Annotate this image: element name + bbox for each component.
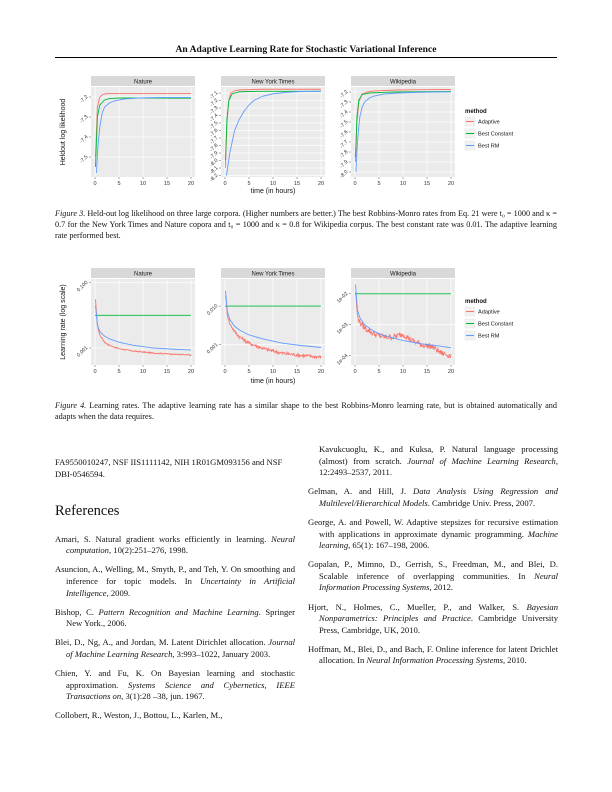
reference-details: , 2009.: [106, 587, 131, 598]
panel-title: Nature: [133, 79, 153, 86]
x-tick-label: 10: [139, 369, 147, 375]
y-tick-label: 1e-02: [335, 290, 350, 305]
reference-venue: Neural computation: [66, 533, 295, 556]
reference-item: [308, 444, 558, 479]
legend-entry: Best RM: [478, 333, 500, 340]
running-title: An Adaptive Learning Rate for Stochastic Variational Inference: [175, 44, 437, 55]
figure-4-chart: [55, 264, 557, 388]
y-tick-label: -7.2: [338, 89, 350, 100]
figure-3-chart: [55, 70, 557, 198]
reference-text: Gopalan, P., Mimno, D., Gerrish, S., Freedman, M., and Blei, D. Scalable inference of overlapping communities. In: [308, 559, 558, 581]
x-tick-label: 0: [353, 369, 357, 375]
reference-venue: Pattern Recognition and Machine Learning: [98, 606, 259, 617]
x-tick-label: 5: [117, 369, 121, 375]
reference-item: [308, 602, 558, 637]
reference-venue: Neural Information Processing Systems: [319, 570, 558, 593]
panel-title: Wikipedia: [389, 79, 417, 86]
y-tick-label: -7.1: [208, 90, 220, 101]
y-tick-label: -7.8: [338, 149, 350, 160]
references-heading: References: [55, 503, 120, 520]
x-tick-label: 0: [93, 369, 97, 375]
reference-item: [55, 668, 295, 703]
reference-item: [308, 486, 558, 509]
x-tick-label: 0: [223, 181, 227, 187]
y-axis-title: Learning rate (log scale): [60, 284, 67, 360]
x-tick-label: 5: [377, 369, 381, 375]
x-axis-title: time (in hours): [250, 378, 296, 385]
y-tick-label: -8.0: [338, 169, 350, 180]
legend-entry: Adaptive: [478, 309, 500, 316]
y-tick-label: -7.3: [78, 114, 90, 125]
y-tick-label: -7.8: [208, 142, 220, 154]
y-tick-label: -7.6: [208, 127, 220, 139]
reference-venue: Machine learning: [319, 528, 558, 551]
reference-details: . Cambridge Univ. Press, 2007.: [427, 497, 536, 508]
reference-text: Bishop, C.: [55, 606, 99, 617]
reference-item: [55, 534, 295, 557]
reference-item: [55, 710, 295, 722]
panel-title: New York Times: [251, 271, 295, 278]
y-tick-label: -7.4: [208, 112, 220, 124]
reference-details: . Cambridge University Press, Cambridge, UK, 2010.: [319, 613, 558, 635]
x-tick-label: 0: [223, 369, 227, 375]
x-tick-label: 15: [423, 369, 431, 375]
x-tick-label: 10: [269, 369, 277, 375]
legend-title: method: [465, 299, 487, 305]
y-tick-label: -7.5: [338, 119, 350, 130]
reference-venue: Data Analysis Using Regression and Multilevel/Hierarchical Models: [319, 486, 558, 508]
reference-details: , 3(1):28 –38, jun. 1967.: [121, 691, 205, 702]
x-tick-label: 15: [163, 181, 171, 187]
y-tick-label: 0.001: [75, 345, 90, 359]
x-tick-label: 10: [139, 181, 147, 187]
legend-title: method: [465, 109, 487, 115]
figure-4-caption-text: Learning rates. The adaptive learning rate has a similar shape to the best Robbins-Monro learning rate, but is obtained automatically and adapts when the data requires.: [55, 401, 557, 421]
y-tick-label: -7.3: [208, 105, 220, 116]
x-tick-label: 15: [293, 369, 301, 375]
y-tick-label: -7.4: [78, 134, 90, 145]
reference-text: Kavukcuoglu, K., and Kuksa, P. Natural language processing (almost) from scratch.: [319, 444, 558, 466]
y-tick-label: -7.2: [78, 94, 90, 105]
reference-details: , 12:2493–2537, 2011.: [319, 455, 558, 478]
reference-venue: Neural Information Processing Systems: [366, 655, 503, 666]
reference-text: George, A. and Powell, W. Adaptive stepsizes for recursive estimation with applications in approximate dynamic programming.: [308, 516, 558, 539]
x-tick-label: 5: [247, 181, 251, 187]
panel-title: Wikipedia: [389, 271, 417, 278]
reference-details: , 65(1): 167–198, 2006.: [348, 540, 430, 551]
reference-venue: Journal of Machine Learning Research: [407, 455, 556, 466]
x-tick-label: 10: [399, 369, 407, 375]
y-tick-label: -8.0: [208, 157, 220, 169]
panel-title: Nature: [133, 271, 153, 278]
figure-3: [55, 70, 557, 198]
reference-details: , 10(2):251–276, 1998.: [108, 545, 188, 556]
figure-3-caption: [55, 208, 557, 241]
y-tick-label: -7.6: [338, 129, 350, 140]
reference-details: . Springer New York., 2006.: [66, 606, 295, 629]
y-tick-label: 0.001: [205, 341, 220, 356]
y-tick-label: -7.5: [208, 120, 220, 131]
figure-3-caption-text: Held-out log likelihood on three large corpora. (Higher numbers are better.) The best Robbins-Monro rates from Eq. 21 were t₀ = 1000 and κ = 0.7 for the New York Times and Nature copora and t₀ = 1000 and κ = 0.8 for Wikipedia corpus. The best constant rate was 0.01. The adaptive learning rate performed best.: [55, 209, 557, 240]
figure-3-caption-label: Figure 3.: [55, 209, 86, 218]
reference-text: Amari, S. Natural gradient works efficiently in learning.: [55, 533, 272, 544]
funding-text: FA9550010247, NSF IIS1111142, NIH 1R01GM093156 and NSF DBI-0546594.: [55, 457, 283, 479]
reference-text: Hjort, N., Holmes, C., Mueller, P., and Walker, S.: [308, 601, 527, 612]
x-tick-label: 20: [317, 181, 325, 187]
reference-item: [308, 644, 558, 667]
x-axis-title: time (in hours): [250, 188, 296, 195]
x-tick-label: 0: [353, 181, 357, 187]
x-tick-label: 10: [269, 181, 277, 187]
y-axis-title: Heldout log likelihood: [60, 98, 67, 166]
legend-entry: Adaptive: [478, 119, 500, 126]
x-tick-label: 20: [317, 369, 325, 375]
figure-4-caption-label: Figure 4.: [55, 401, 87, 410]
y-tick-label: -7.7: [338, 139, 350, 150]
reference-item: [55, 564, 295, 599]
references-list-left: [55, 534, 295, 722]
legend-entry: Best Constant: [478, 321, 514, 328]
reference-details: , 2010.: [502, 655, 527, 666]
x-tick-label: 5: [117, 181, 121, 187]
y-tick-label: -7.3: [338, 99, 350, 110]
reference-item: [55, 637, 295, 660]
y-tick-label: -7.9: [208, 150, 220, 161]
panel-title: New York Times: [251, 79, 295, 86]
reference-text: Gelman, A. and Hill, J.: [308, 486, 414, 497]
y-tick-label: -7.4: [338, 109, 350, 120]
y-tick-label: 0.010: [205, 303, 220, 317]
x-tick-label: 10: [399, 181, 407, 187]
y-tick-label: -8.1: [208, 165, 220, 176]
x-tick-label: 5: [377, 181, 381, 187]
legend-entry: Best Constant: [478, 131, 514, 138]
reference-text: Hoffman, M., Blei, D., and Bach, F. Online inference for latent Drichlet allocation. In: [308, 643, 558, 666]
y-tick-label: 1e-03: [335, 321, 350, 336]
reference-venue: Journal of Machine Learning Research: [66, 637, 295, 660]
left-column: [55, 457, 295, 730]
reference-venue: Bayesian Nonparametrics: Principles and Practice: [319, 601, 558, 624]
x-tick-label: 20: [447, 369, 455, 375]
y-tick-label: 1e-04: [335, 352, 350, 367]
x-tick-label: 0: [93, 181, 97, 187]
reference-text: Chien, Y. and Fu, K. On Bayesian learning and stochastic approximation.: [55, 668, 295, 690]
y-tick-label: -7.9: [338, 159, 350, 170]
x-tick-label: 15: [423, 181, 431, 187]
legend-entry: Best RM: [478, 143, 500, 150]
y-tick-label: -8.2: [208, 172, 220, 184]
y-tick-label: -7.7: [208, 135, 220, 146]
reference-venue: Uncertainty in Artificial Intelligence: [66, 576, 295, 598]
reference-item: [308, 559, 558, 594]
reference-text: Blei, D., Ng, A., and Jordan, M. Latent Dirichlet allocation.: [55, 637, 269, 648]
reference-venue: Systems Science and Cybernetics, IEEE Transactions on: [66, 679, 295, 702]
reference-details: , 2012.: [429, 582, 454, 593]
reference-details: , 3:993–1022, January 2003.: [172, 649, 271, 660]
reference-item: [55, 607, 295, 630]
x-tick-label: 20: [187, 181, 195, 187]
references-list-right: [308, 444, 558, 667]
reference-text: Collobert, R., Weston, J., Bottou, L., Karlen, M.,: [55, 710, 223, 721]
y-tick-label: -7.2: [208, 97, 220, 109]
y-tick-label: 0.100: [75, 279, 90, 294]
y-tick-label: -7.5: [78, 154, 90, 165]
right-column: [308, 444, 558, 675]
x-tick-label: 15: [293, 181, 301, 187]
header-rule: [55, 57, 557, 58]
figure-4-caption: [55, 400, 557, 422]
x-tick-label: 20: [187, 369, 195, 375]
figure-4: [55, 264, 557, 388]
reference-item: [308, 517, 558, 552]
x-tick-label: 15: [163, 369, 171, 375]
x-tick-label: 20: [447, 181, 455, 187]
reference-text: Asuncion, A., Welling, M., Smyth, P., and Teh, Y. On smoothing and inference for topic models. In: [55, 564, 295, 587]
x-tick-label: 5: [247, 369, 251, 375]
